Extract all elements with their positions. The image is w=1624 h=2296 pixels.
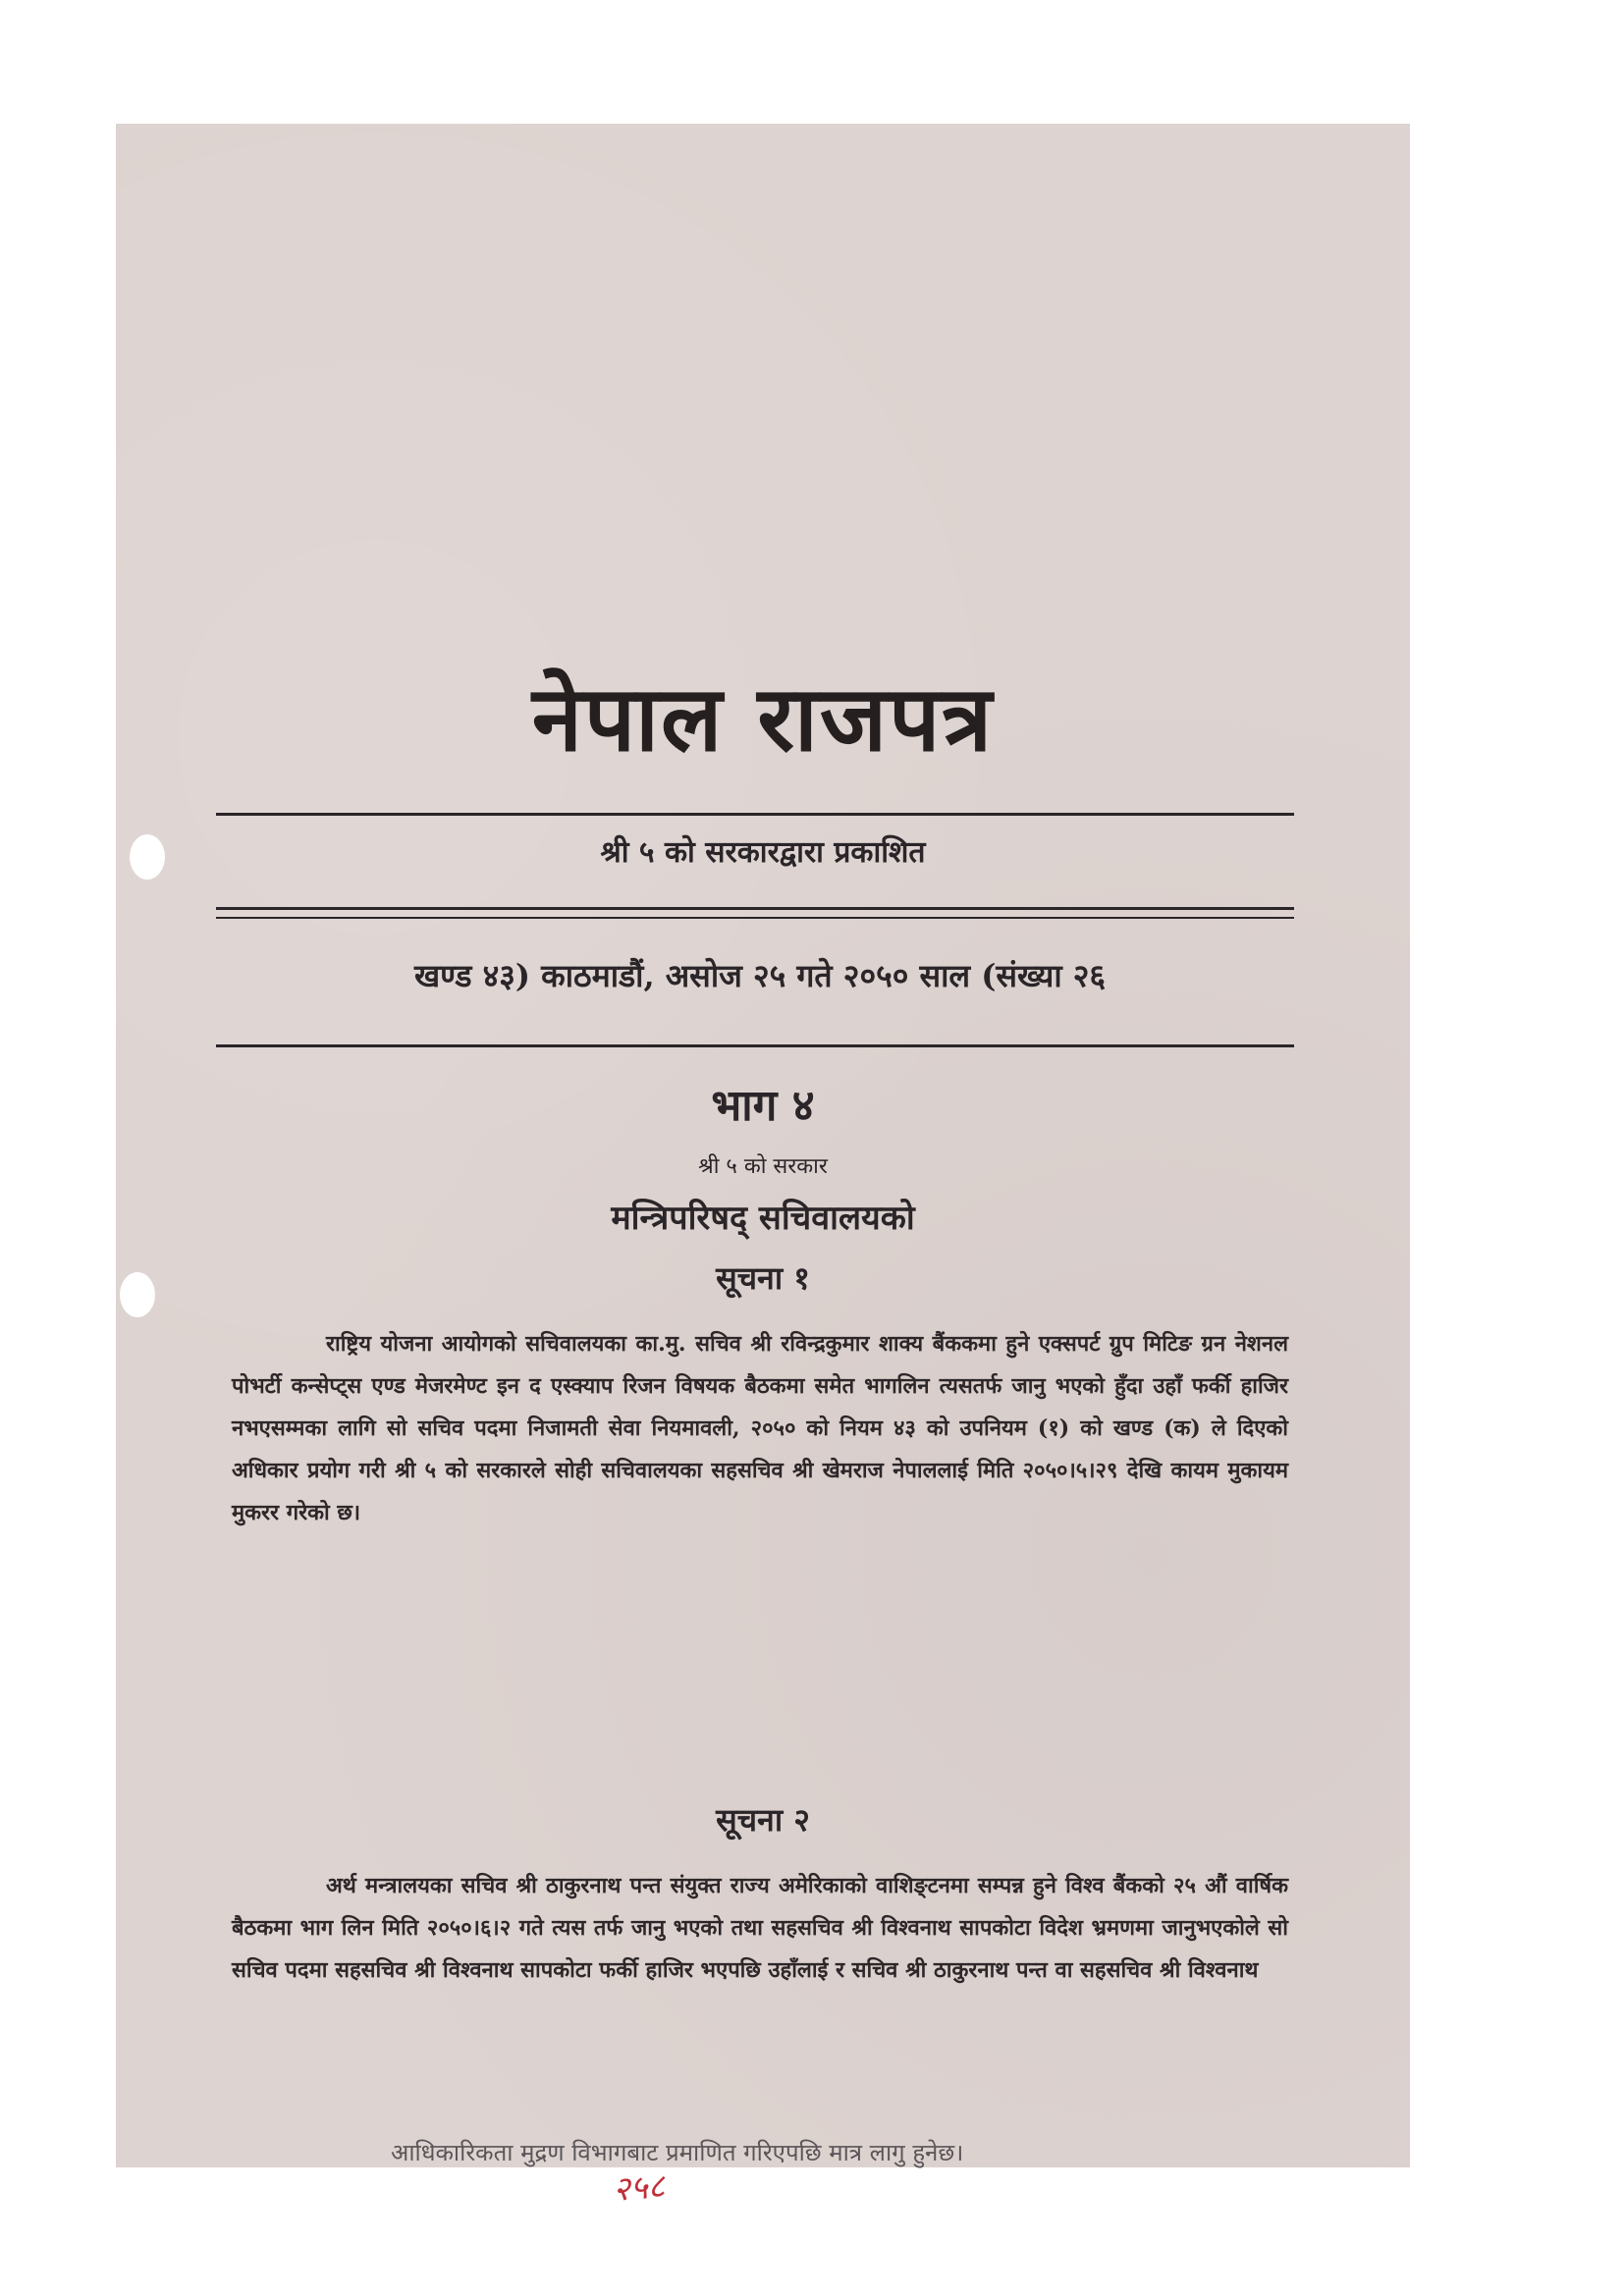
publisher-line: श्री ५ को सरकारद्वारा प्रकाशित (600, 835, 926, 870)
handwritten-page-mark: २५८ (611, 2166, 667, 2210)
authentication-note: आधिकारिकता मुद्रण विभागबाट प्रमाणित गरिएपछि मात्र लागु हुनेछ। (391, 2139, 964, 2166)
divider-line (216, 1044, 1294, 1047)
notice-title: सूचना १ (716, 1259, 810, 1297)
ministry-heading: मन्त्रिपरिषद् सचिवालयको (611, 1199, 915, 1238)
notice-title: सूचना २ (716, 1801, 810, 1839)
government-line: श्री ५ को सरकार (698, 1154, 828, 1179)
gazette-page (116, 124, 1410, 2210)
issue-line: खण्ड ४३) काठमाडौं, असोज २५ गते २०५० साल (संख्या २६ (413, 957, 1107, 994)
part-heading: भाग ४ (711, 1081, 815, 1131)
notice-body: अर्थ मन्त्रालयका सचिव श्री ठाकुरनाथ पन्त संयुक्त राज्य अमेरिकाको वाशिङ्टनमा सम्पन्न हुने विश्व बैंकको २५ औं वार्षिक बैठकमा भाग लिन मिति २०५०।६।२ गते त्यस तर्फ जानु भएको तथा सहसचिव श्री विश्वनाथ सापकोटा विदेश भ्रमणमा जानुभएकोले सो सचिव पदमा सहसचिव श्री विश्वनाथ सापकोटा फर्की हाजिर भएपछि उहाँलाई र सचिव श्री ठाकुरनाथ पन्त वा सहसचिव श्री विश्वनाथ (232, 1873, 1288, 1983)
divider-line (216, 907, 1294, 910)
notice-body: राष्ट्रिय योजना आयोगको सचिवालयका का.मु. सचिव श्री रविन्द्रकुमार शाक्य बैंककमा हुने एक्सपर्ट ग्रुप मिटिङ ग्रन नेशनल पोभर्टी कन्सेप्ट्स एण्ड मेजरमेण्ट इन द एस्क्याप रिजन विषयक बैठकमा समेत भागलिन त्यसतर्फ जानु भएको हुँदा उहाँ फर्की हाजिर नभएसम्मका लागि सो सचिव पदमा निजामती सेवा नियमावली, २०५० को नियम ४३ को उपनियम (१) को खण्ड (क) ले दिएको अधिकार प्रयोग गरी श्री ५ को सरकारले सोही सचिवालयका सहसचिव श्री खेमराज नेपाललाई मिति २०५०।५।२९ देखि कायम मुकायम मुकरर गरेको छ। (232, 1331, 1288, 1525)
divider-line (216, 917, 1294, 919)
divider-line (216, 813, 1294, 816)
gazette-title: नेपाल राजपत्र (531, 666, 995, 772)
